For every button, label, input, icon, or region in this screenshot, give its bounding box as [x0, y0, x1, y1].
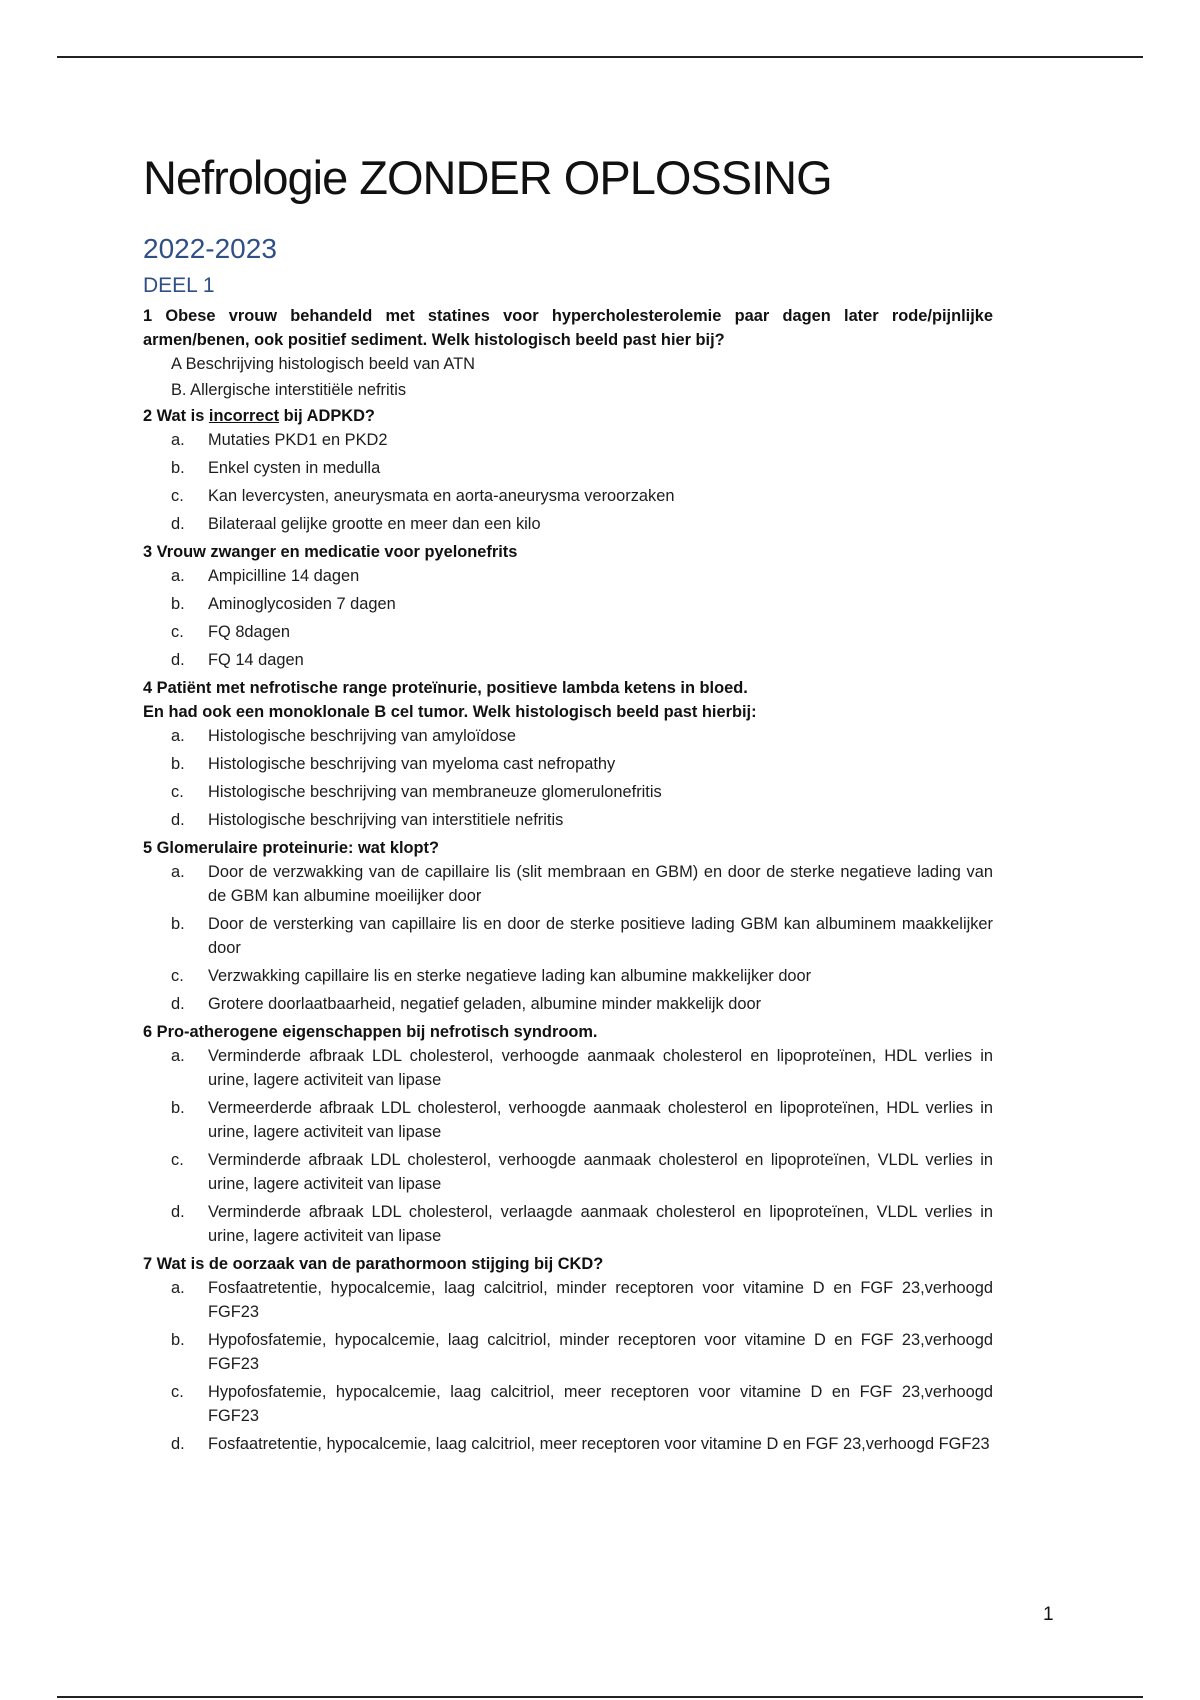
- option-text: Verzwakking capillaire lis en sterke negatieve lading kan albumine makkelijker door: [208, 967, 812, 985]
- option-letter: d.: [171, 811, 185, 829]
- option-text: Fosfaatretentie, hypocalcemie, laag calcitriol, minder receptoren voor vitamine D en FGF 23,verhoogd FGF23: [208, 1279, 993, 1321]
- answer-option: [143, 564, 993, 588]
- option-text: Verminderde afbraak LDL cholesterol, verhoogde aanmaak cholesterol en lipoproteïnen, VLDL verlies in urine, lagere activiteit van lipase: [208, 1151, 993, 1193]
- option-text: Door de verzwakking van de capillaire lis (slit membraan en GBM) en door de sterke negatieve lading van de GBM kan albumine moeilijker door: [208, 863, 993, 905]
- option-text: Histologische beschrijving van interstitiele nefritis: [208, 811, 564, 829]
- question-text: 5 Glomerulaire proteinurie: wat klopt?: [143, 839, 439, 857]
- document-title: Nefrologie ZONDER OPLOSSING: [143, 151, 832, 204]
- answer-option: [143, 428, 993, 452]
- page-number: 1: [1043, 1604, 1054, 1625]
- question-text: 4 Patiënt met nefrotische range proteïnurie, positieve lambda ketens in bloed.: [143, 679, 748, 697]
- option-text: FQ 8dagen: [208, 623, 291, 641]
- footer-rule: [57, 1696, 1143, 1698]
- answer-list: [143, 1276, 993, 1456]
- answer-option: [143, 860, 993, 908]
- answer-list: [143, 564, 993, 672]
- option-text: Ampicilline 14 dagen: [208, 567, 360, 585]
- answer-option: [143, 456, 993, 480]
- answer-option: [143, 808, 993, 832]
- answer-option: [143, 752, 993, 776]
- option-letter: b.: [171, 915, 185, 933]
- option-text: Fosfaatretentie, hypocalcemie, laag calcitriol, meer receptoren voor vitamine D en FGF 23,verhoogd FGF23: [208, 1435, 990, 1453]
- answer-option: [143, 724, 993, 748]
- answer-option: A Beschrijving histologisch beeld van ATN: [171, 355, 475, 373]
- option-letter: a.: [171, 863, 185, 881]
- option-text: Aminoglycosiden 7 dagen: [208, 595, 396, 613]
- answer-option: [143, 592, 993, 616]
- option-letter: d.: [171, 1203, 185, 1221]
- answer-option: [143, 964, 993, 988]
- answer-list: [143, 724, 993, 832]
- option-text: Grotere doorlaatbaarheid, negatief geladen, albumine minder makkelijk door: [208, 995, 762, 1013]
- option-letter: d.: [171, 515, 185, 533]
- answer-option: [143, 1200, 993, 1248]
- answer-option: [143, 1096, 993, 1144]
- question-1: [143, 304, 993, 402]
- underlined-word: incorrect: [208, 407, 280, 425]
- option-letter: d.: [171, 995, 185, 1013]
- answer-option: [143, 1148, 993, 1196]
- answer-option: [143, 1432, 993, 1456]
- year-heading: 2022-2023: [143, 233, 277, 264]
- answer-list: [143, 860, 993, 1016]
- question-text: 7 Wat is de oorzaak van de parathormoon stijging bij CKD?: [143, 1255, 604, 1273]
- answer-option: [143, 1276, 993, 1324]
- option-letter: a.: [171, 1279, 185, 1297]
- option-letter: a.: [171, 727, 185, 745]
- question-text: [143, 404, 993, 428]
- option-letter: b.: [171, 459, 185, 477]
- option-letter: a.: [171, 567, 185, 585]
- question-text: 1 Obese vrouw behandeld met statines voor hypercholesterolemie paar dagen later rode/pijnlijke armen/benen, ook positief sediment. Welk histologisch beeld past hier bij?: [143, 307, 993, 349]
- option-text: Hypofosfatemie, hypocalcemie, laag calcitriol, minder receptoren voor vitamine D en FGF 23,verhoogd FGF23: [208, 1331, 993, 1373]
- option-text: FQ 14 dagen: [208, 651, 304, 669]
- header-rule: [57, 56, 1143, 58]
- question-2: [143, 404, 993, 536]
- answer-option: [143, 780, 993, 804]
- answer-option: B. Allergische interstitiële nefritis: [171, 381, 407, 399]
- answer-option: [143, 620, 993, 644]
- option-letter: c.: [171, 487, 184, 505]
- question-text: 6 Pro-atherogene eigenschappen bij nefrotisch syndroom.: [143, 1023, 598, 1041]
- answer-option: [143, 992, 993, 1016]
- answer-option: [143, 484, 993, 508]
- option-text: Mutaties PKD1 en PKD2: [208, 431, 388, 449]
- option-text: Histologische beschrijving van myeloma cast nefropathy: [208, 755, 616, 773]
- question-7: [143, 1252, 993, 1456]
- question-6: [143, 1020, 993, 1248]
- option-text: Hypofosfatemie, hypocalcemie, laag calcitriol, meer receptoren voor vitamine D en FGF 23,verhoogd FGF23: [208, 1383, 993, 1425]
- answer-list: [143, 1044, 993, 1248]
- question-4: [143, 676, 993, 832]
- option-letter: c.: [171, 967, 184, 985]
- option-text: Vermeerderde afbraak LDL cholesterol, verhoogde aanmaak cholesterol en lipoproteïnen, HDL verlies in urine, lagere activiteit van lipase: [208, 1099, 993, 1141]
- question-text-part: bij ADPKD?: [279, 407, 375, 425]
- answer-list: [143, 428, 993, 536]
- option-text: Enkel cysten in medulla: [208, 459, 381, 477]
- option-letter: b.: [171, 755, 185, 773]
- answer-option: [143, 1328, 993, 1376]
- option-letter: c.: [171, 623, 184, 641]
- option-letter: a.: [171, 1047, 185, 1065]
- option-letter: b.: [171, 595, 185, 613]
- option-text: Histologische beschrijving van membraneuze glomerulonefritis: [208, 783, 662, 801]
- option-letter: c.: [171, 1151, 184, 1169]
- question-text: En had ook een monoklonale B cel tumor. Welk histologisch beeld past hierbij:: [143, 703, 757, 721]
- option-text: Verminderde afbraak LDL cholesterol, verhoogde aanmaak cholesterol en lipoproteïnen, HDL verlies in urine, lagere activiteit van lipase: [208, 1047, 993, 1089]
- option-letter: d.: [171, 1435, 185, 1453]
- answer-option: [143, 648, 993, 672]
- answer-option: [143, 512, 993, 536]
- option-text: Bilateraal gelijke grootte en meer dan een kilo: [208, 515, 541, 533]
- option-text: Histologische beschrijving van amyloïdose: [208, 727, 516, 745]
- option-letter: a.: [171, 431, 185, 449]
- option-letter: d.: [171, 651, 185, 669]
- answer-option: [143, 912, 993, 960]
- document-body: [143, 148, 993, 1460]
- option-text: Kan levercysten, aneurysmata en aorta-aneurysma veroorzaken: [208, 487, 675, 505]
- section-heading: DEEL 1: [143, 274, 215, 297]
- option-text: Door de versterking van capillaire lis en door de sterke positieve lading GBM kan albuminem maakkelijker door: [208, 915, 993, 957]
- question-5: [143, 836, 993, 1016]
- question-text: 3 Vrouw zwanger en medicatie voor pyelonefrits: [143, 543, 518, 561]
- option-letter: c.: [171, 1383, 184, 1401]
- option-text: Verminderde afbraak LDL cholesterol, verlaagde aanmaak cholesterol en lipoproteïnen, VLDL verlies in urine, lagere activiteit van lipase: [208, 1203, 993, 1245]
- option-letter: b.: [171, 1331, 185, 1349]
- answer-option: [143, 1044, 993, 1092]
- question-3: [143, 540, 993, 672]
- answer-option: [143, 1380, 993, 1428]
- question-text-part: 2 Wat is: [143, 407, 209, 425]
- option-letter: b.: [171, 1099, 185, 1117]
- option-letter: c.: [171, 783, 184, 801]
